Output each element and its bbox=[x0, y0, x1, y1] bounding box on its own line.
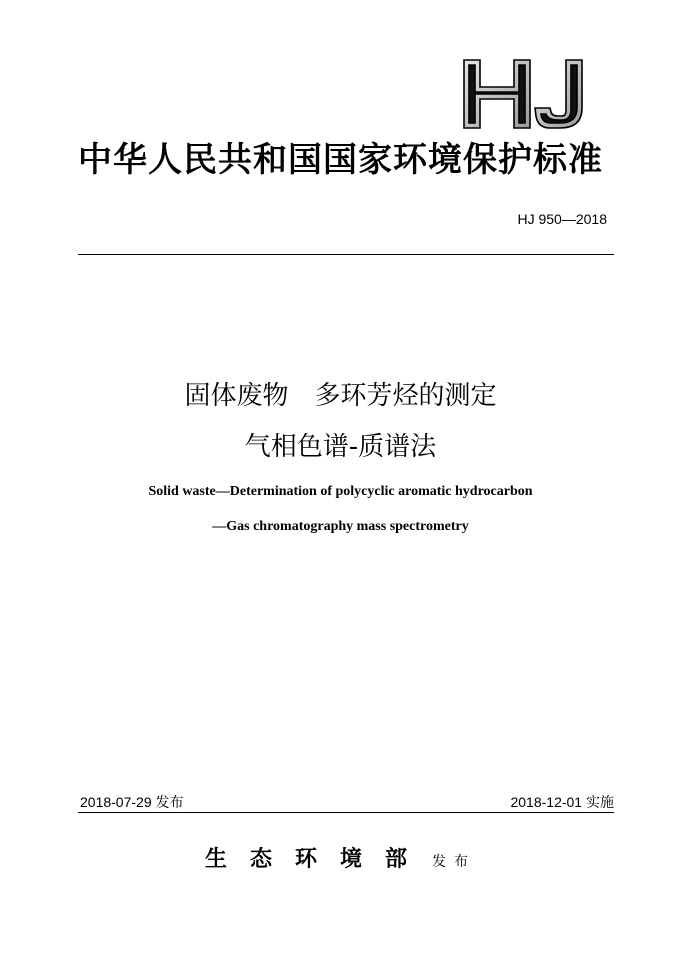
issuer-line bbox=[0, 844, 681, 877]
title-english-line2: —Gas chromatography mass spectrometry bbox=[212, 519, 469, 534]
issue-date: 2018-07-29 发布 bbox=[80, 794, 184, 810]
hj-logo bbox=[462, 58, 602, 130]
national-standard-title: 中华人民共和国国家环境保护标准 bbox=[78, 140, 603, 180]
title-chinese-line2: 气相色谱-质谱法 bbox=[244, 432, 437, 462]
header-divider bbox=[78, 254, 614, 255]
issuer-suffix: 发布 bbox=[432, 854, 476, 870]
implementation-date: 2018-12-01 实施 bbox=[510, 794, 614, 810]
hj-logo-mark bbox=[462, 58, 602, 130]
issuer-name: 生态环境部 bbox=[204, 846, 430, 872]
standard-number: HJ 950—2018 bbox=[517, 211, 607, 227]
title-chinese-line1: 固体废物 多环芳烃的测定 bbox=[184, 381, 497, 411]
title-english-line1: Solid waste—Determination of polycyclic aromatic hydrocarbon bbox=[148, 484, 533, 499]
footer-divider bbox=[78, 812, 614, 813]
